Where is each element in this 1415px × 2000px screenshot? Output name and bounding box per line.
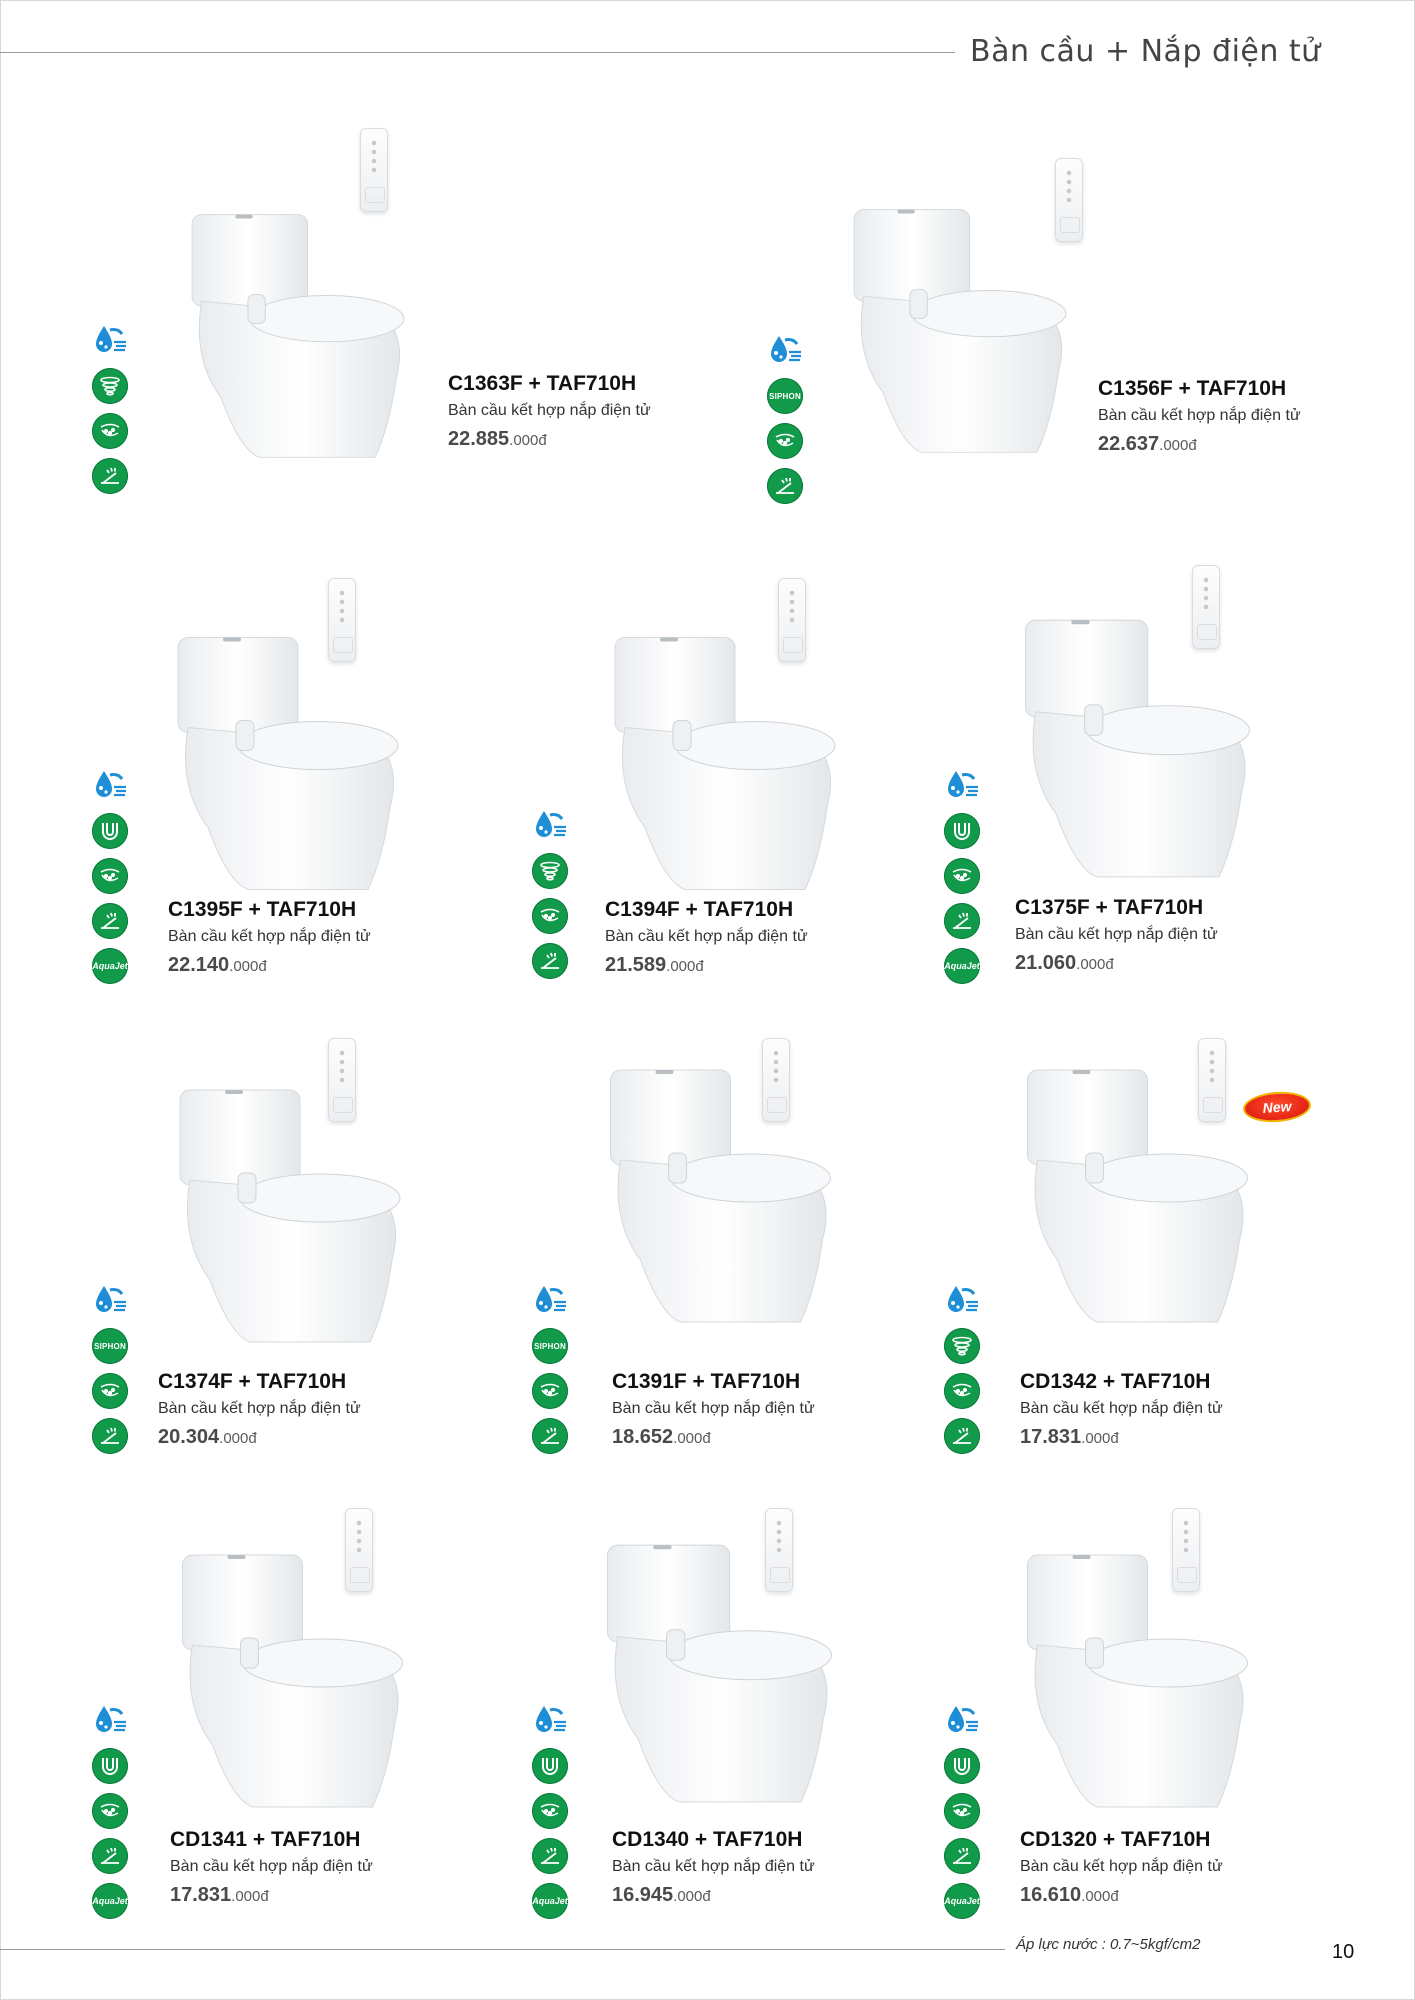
water-pressure-note: Áp lực nước : 0.7~5kgf/cm2	[1016, 1936, 1201, 1953]
product-description: Bàn cầu kết hợp nắp điện tử	[1020, 1400, 1223, 1417]
cefiontect-glaze-icon	[532, 1793, 568, 1829]
feature-icons	[90, 765, 130, 993]
jet-label: Jet	[114, 1895, 128, 1906]
price-main: 16.610	[1020, 1884, 1082, 1906]
water-drop-icon	[942, 765, 982, 805]
remote-control-image	[762, 1038, 790, 1122]
feature-icons	[942, 1280, 982, 1463]
aqua-label: Aqua	[92, 960, 115, 971]
product-model: CD1341 + TAF710H	[170, 1828, 361, 1851]
tornado-flush-icon	[92, 368, 128, 404]
remote-control-image	[360, 128, 388, 212]
aqua-jet-icon	[944, 948, 980, 984]
product-model: C1375F + TAF710H	[1015, 896, 1204, 919]
siphon-icon: SIPHON	[767, 378, 803, 414]
product-description: Bàn cầu kết hợp nắp điện tử	[1020, 1858, 1223, 1875]
siphon-icon: SIPHON	[532, 1328, 568, 1364]
feature-icons	[530, 805, 570, 988]
product-description: Bàn cầu kết hợp nắp điện tử	[170, 1858, 373, 1875]
rimless-icon	[92, 1748, 128, 1784]
remote-control-image	[1192, 565, 1220, 649]
product-price	[168, 954, 371, 977]
feature-icons	[90, 320, 130, 503]
toilet-image	[598, 1060, 843, 1335]
price-main: 22.885	[448, 428, 510, 450]
price-tail: .000đ	[1076, 956, 1114, 973]
price-main: 16.945	[612, 1884, 674, 1906]
water-drop-icon	[530, 1280, 570, 1320]
soft-close-icon	[532, 1838, 568, 1874]
product-price	[1098, 433, 1301, 456]
remote-control-image	[1055, 158, 1083, 242]
remote-control-image	[765, 1508, 793, 1592]
price-tail: .000đ	[219, 1430, 257, 1447]
price-main: 21.060	[1015, 952, 1077, 974]
product-price	[1015, 952, 1218, 975]
toilet-image	[1015, 1545, 1260, 1820]
cefiontect-glaze-icon	[532, 1373, 568, 1409]
product-info	[448, 372, 651, 451]
product-price	[605, 954, 808, 977]
aqua-jet-icon	[532, 1883, 568, 1919]
soft-close-icon	[532, 1418, 568, 1454]
product-description: Bàn cầu kết hợp nắp điện tử	[168, 928, 371, 945]
product-info	[605, 898, 808, 977]
tornado-flush-icon	[532, 853, 568, 889]
jet-label: Jet	[114, 960, 128, 971]
product-model: CD1320 + TAF710H	[1020, 1828, 1211, 1851]
product-price	[1020, 1426, 1223, 1449]
soft-close-icon	[92, 903, 128, 939]
water-drop-icon	[90, 765, 130, 805]
product-description: Bàn cầu kết hợp nắp điện tử	[158, 1400, 361, 1417]
toilet-image	[168, 625, 408, 905]
product-model: C1374F + TAF710H	[158, 1370, 347, 1393]
jet-label: Jet	[554, 1895, 568, 1906]
remote-control-image	[345, 1508, 373, 1592]
cefiontect-glaze-icon	[92, 1793, 128, 1829]
water-drop-icon	[90, 1700, 130, 1740]
feature-icons	[765, 330, 805, 513]
product-info	[1098, 377, 1301, 456]
product-description: Bàn cầu kết hợp nắp điện tử	[1098, 407, 1301, 424]
price-main: 21.589	[605, 954, 667, 976]
water-drop-icon	[765, 330, 805, 370]
price-tail: .000đ	[229, 958, 267, 975]
price-main: 22.140	[168, 954, 230, 976]
cefiontect-glaze-icon	[92, 413, 128, 449]
price-tail: .000đ	[1081, 1888, 1119, 1905]
tornado-flush-icon	[944, 1328, 980, 1364]
product-price	[612, 1884, 815, 1907]
cefiontect-glaze-icon	[944, 1793, 980, 1829]
page-number: 10	[1332, 1941, 1355, 1963]
product-model: C1391F + TAF710H	[612, 1370, 801, 1393]
feature-icons	[530, 1280, 570, 1463]
soft-close-icon	[532, 943, 568, 979]
feature-icons	[530, 1700, 570, 1928]
price-main: 22.637	[1098, 433, 1160, 455]
product-price	[1020, 1884, 1223, 1907]
product-description: Bàn cầu kết hợp nắp điện tử	[605, 928, 808, 945]
price-main: 20.304	[158, 1426, 220, 1448]
toilet-image	[835, 200, 1085, 465]
remote-control-image	[328, 1038, 356, 1122]
aqua-jet-icon	[92, 1883, 128, 1919]
rimless-icon	[944, 813, 980, 849]
product-description: Bàn cầu kết hợp nắp điện tử	[612, 1858, 815, 1875]
price-tail: .000đ	[231, 1888, 269, 1905]
water-drop-icon	[942, 1280, 982, 1320]
aqua-label: Aqua	[944, 1895, 967, 1906]
product-info	[1020, 1828, 1223, 1907]
price-main: 17.831	[1020, 1426, 1082, 1448]
product-info	[170, 1828, 373, 1907]
product-info	[1015, 896, 1218, 975]
header-rule	[0, 52, 955, 53]
aqua-jet-icon	[944, 1883, 980, 1919]
jet-label: Jet	[966, 960, 980, 971]
product-model: CD1340 + TAF710H	[612, 1828, 803, 1851]
price-tail: .000đ	[673, 1888, 711, 1905]
product-info	[612, 1828, 815, 1907]
feature-icons	[90, 1280, 130, 1463]
price-main: 18.652	[612, 1426, 674, 1448]
soft-close-icon	[92, 1838, 128, 1874]
product-description: Bàn cầu kết hợp nắp điện tử	[1015, 926, 1218, 943]
aqua-label: Aqua	[92, 1895, 115, 1906]
cefiontect-glaze-icon	[944, 858, 980, 894]
product-info	[1020, 1370, 1223, 1449]
water-drop-icon	[90, 320, 130, 360]
soft-close-icon	[944, 903, 980, 939]
rimless-icon	[532, 1748, 568, 1784]
product-price	[170, 1884, 373, 1907]
product-model: C1394F + TAF710H	[605, 898, 794, 921]
price-tail: .000đ	[673, 1430, 711, 1447]
feature-icons	[942, 1700, 982, 1928]
water-drop-icon	[90, 1280, 130, 1320]
toilet-image	[170, 1545, 415, 1820]
product-info	[158, 1370, 361, 1449]
rimless-icon	[92, 813, 128, 849]
product-info	[168, 898, 371, 977]
soft-close-icon	[944, 1418, 980, 1454]
soft-close-icon	[944, 1838, 980, 1874]
cefiontect-glaze-icon	[767, 423, 803, 459]
product-description: Bàn cầu kết hợp nắp điện tử	[612, 1400, 815, 1417]
remote-control-image	[328, 578, 356, 662]
price-tail: .000đ	[509, 432, 547, 449]
price-tail: .000đ	[1081, 1430, 1119, 1447]
toilet-image	[605, 625, 845, 905]
product-info	[612, 1370, 815, 1449]
cefiontect-glaze-icon	[92, 858, 128, 894]
cefiontect-glaze-icon	[92, 1373, 128, 1409]
remote-control-image	[1172, 1508, 1200, 1592]
aqua-label: Aqua	[532, 1895, 555, 1906]
price-main: 17.831	[170, 1884, 232, 1906]
product-model: C1363F + TAF710H	[448, 372, 637, 395]
price-tail: .000đ	[666, 958, 704, 975]
aqua-label: Aqua	[944, 960, 967, 971]
feature-icons	[942, 765, 982, 993]
product-price	[158, 1426, 361, 1449]
product-price	[612, 1426, 815, 1449]
toilet-image	[597, 1535, 842, 1815]
soft-close-icon	[767, 468, 803, 504]
water-drop-icon	[530, 805, 570, 845]
section-title: Bàn cầu + Nắp điện tử	[970, 34, 1321, 69]
toilet-image	[170, 1080, 410, 1355]
toilet-image	[168, 205, 428, 470]
toilet-image	[1015, 610, 1260, 890]
cefiontect-glaze-icon	[944, 1373, 980, 1409]
cefiontect-glaze-icon	[532, 898, 568, 934]
soft-close-icon	[92, 1418, 128, 1454]
remote-control-image	[1198, 1038, 1226, 1122]
jet-label: Jet	[966, 1895, 980, 1906]
rimless-icon	[944, 1748, 980, 1784]
product-model: CD1342 + TAF710H	[1020, 1370, 1211, 1393]
feature-icons	[90, 1700, 130, 1928]
new-badge: New	[1242, 1090, 1312, 1125]
siphon-icon: SIPHON	[92, 1328, 128, 1364]
remote-control-image	[778, 578, 806, 662]
soft-close-icon	[92, 458, 128, 494]
water-drop-icon	[942, 1700, 982, 1740]
product-model: C1356F + TAF710H	[1098, 377, 1287, 400]
water-drop-icon	[530, 1700, 570, 1740]
footer-rule	[0, 1949, 1005, 1950]
price-tail: .000đ	[1159, 437, 1197, 454]
aqua-jet-icon	[92, 948, 128, 984]
product-price	[448, 428, 651, 451]
product-model: C1395F + TAF710H	[168, 898, 357, 921]
product-description: Bàn cầu kết hợp nắp điện tử	[448, 402, 651, 419]
